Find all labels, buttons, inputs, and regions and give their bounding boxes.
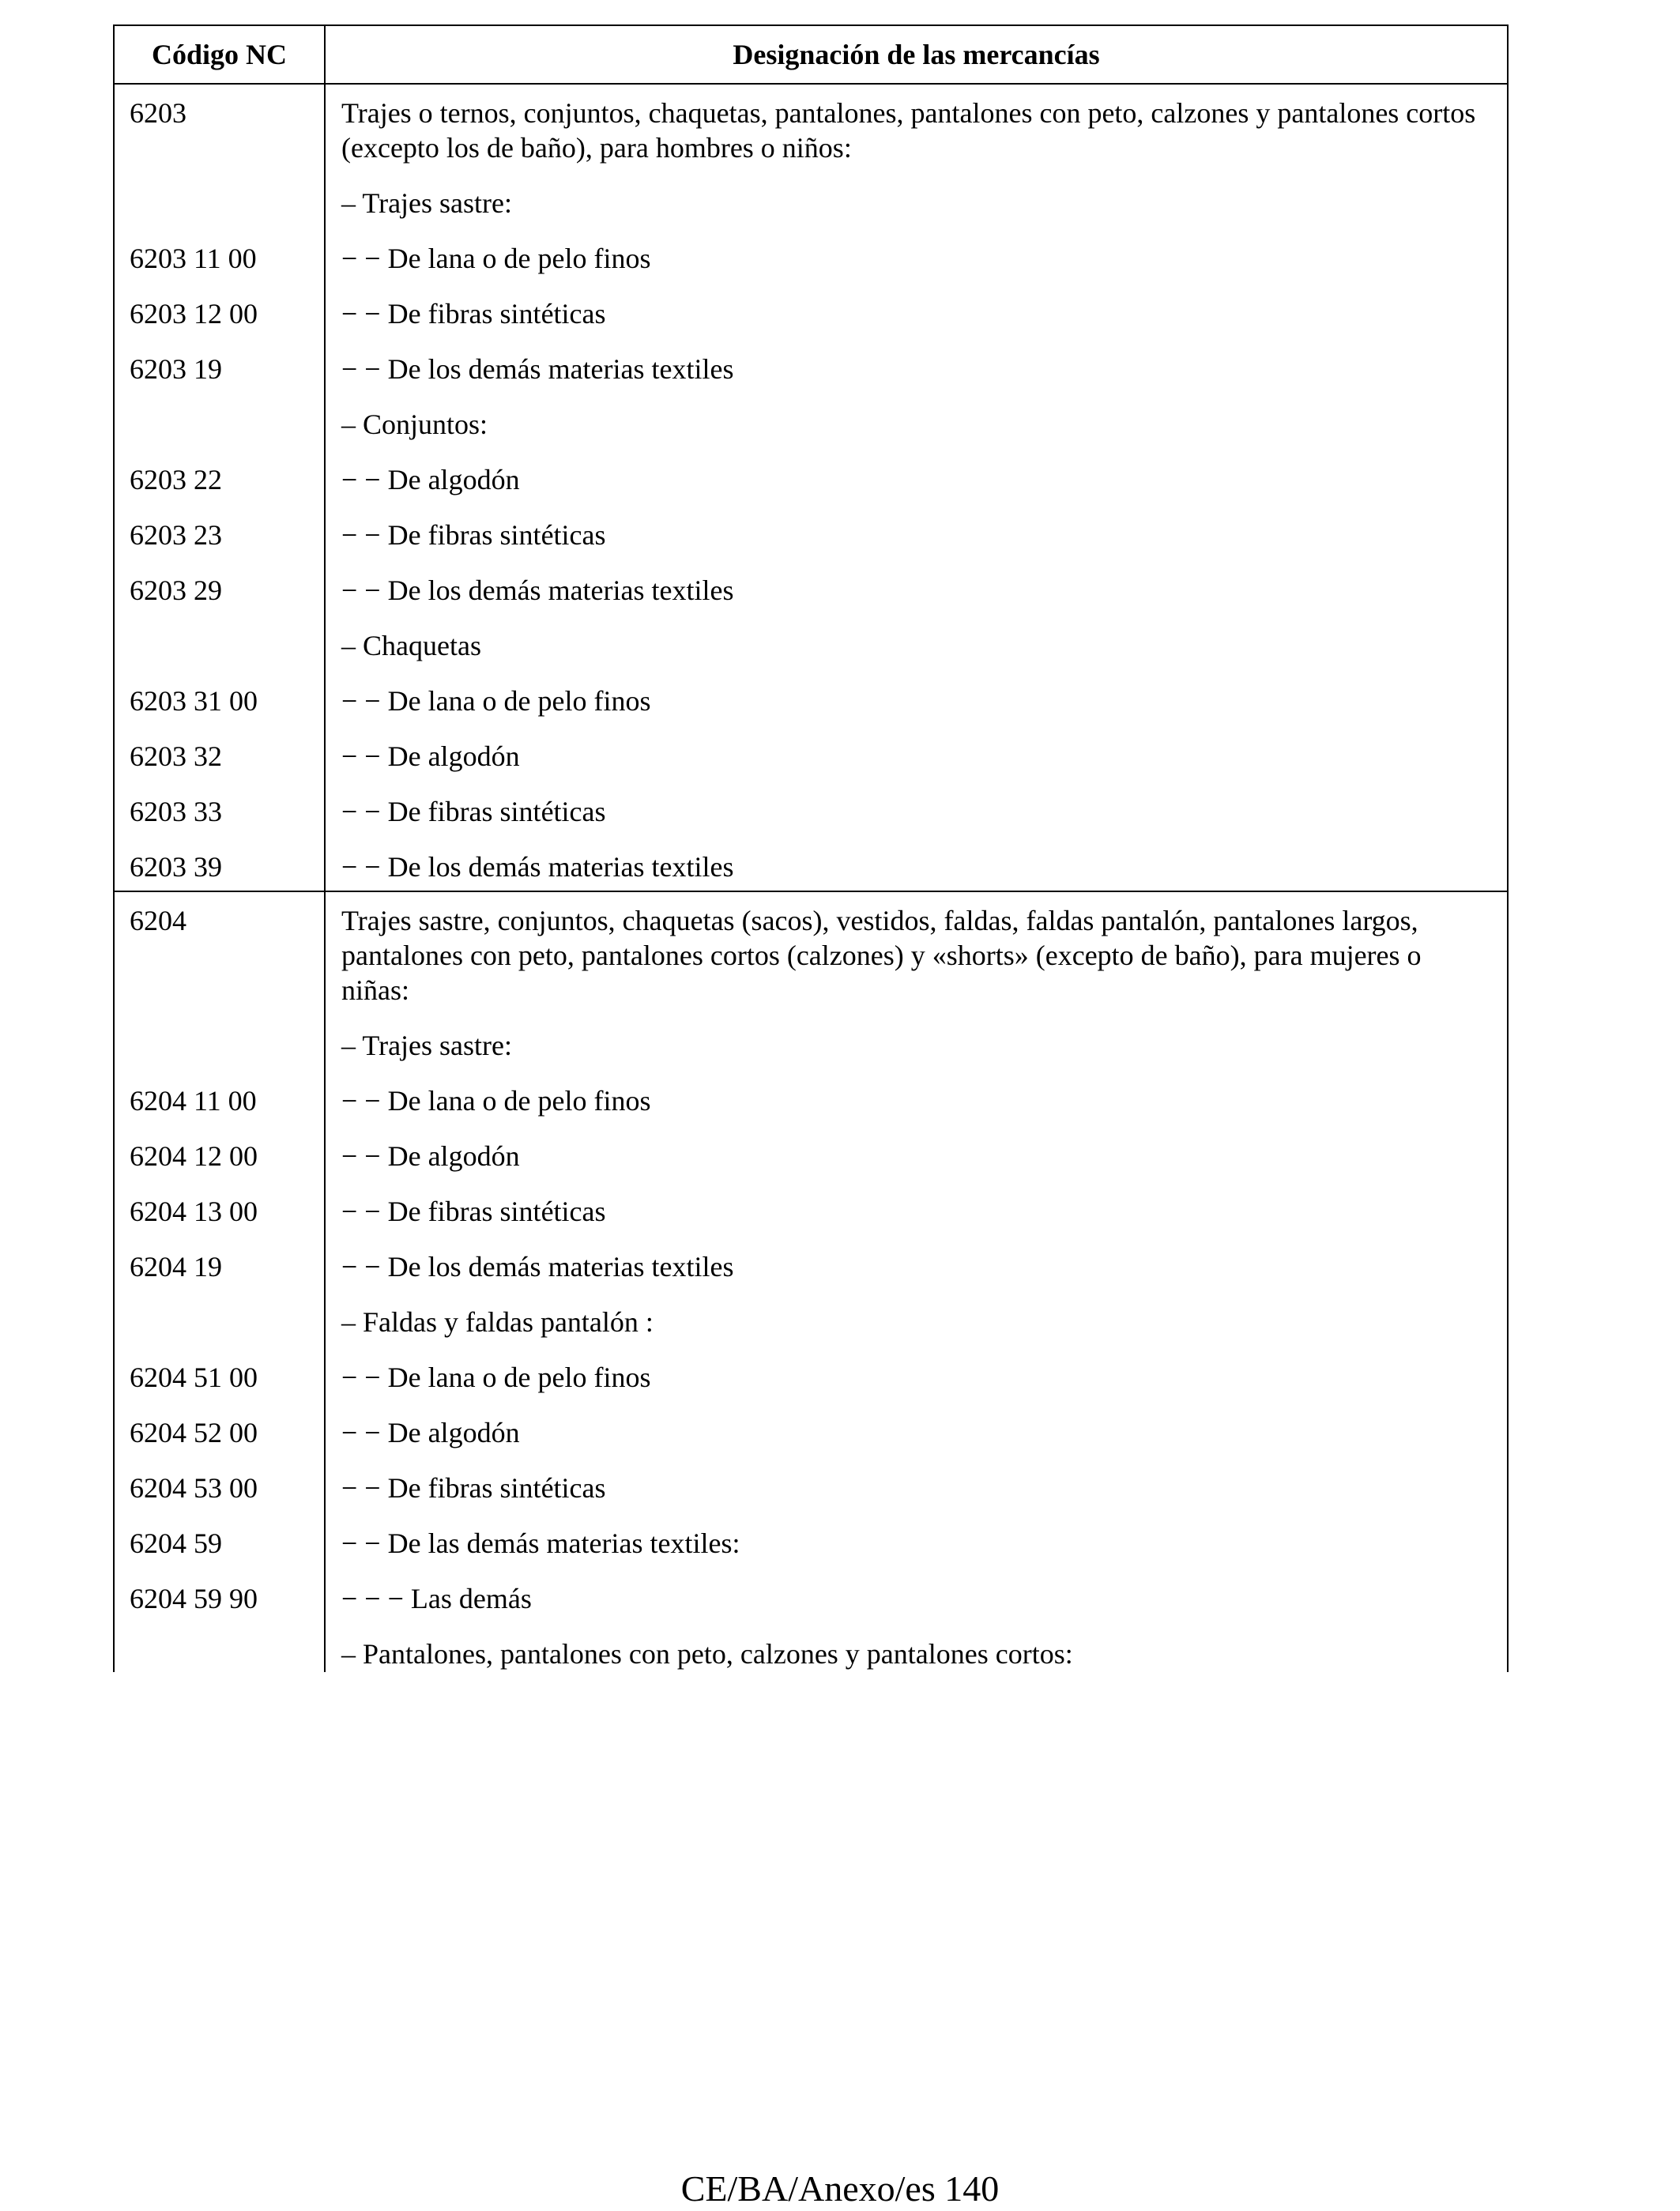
- nc-code-cell: 6204: [114, 891, 325, 1008]
- description-cell: − − De lana o de pelo finos: [325, 221, 1508, 277]
- nc-code-cell: [114, 1285, 325, 1340]
- table-row: [114, 332, 1508, 387]
- table-row: [114, 84, 1508, 166]
- description-cell: − − De las demás materias textiles:: [325, 1506, 1508, 1561]
- description-cell: − − De lana o de pelo finos: [325, 664, 1508, 719]
- description-cell: − − De fibras sintéticas: [325, 1451, 1508, 1506]
- description-cell: − − De lana o de pelo finos: [325, 1064, 1508, 1119]
- table-row: [114, 443, 1508, 498]
- nc-code-cell: 6204 59: [114, 1506, 325, 1561]
- nc-code-cell: 6204 52 00: [114, 1396, 325, 1451]
- description-cell: − − De los demás materias textiles: [325, 830, 1508, 891]
- table-row: [114, 1396, 1508, 1451]
- description-cell: Trajes o ternos, conjuntos, chaquetas, pantalones, pantalones con peto, calzones y pantalones cortos (excepto los de baño), para hombres o niños:: [325, 84, 1508, 166]
- table-row: [114, 830, 1508, 891]
- nc-code-cell: 6203 32: [114, 719, 325, 774]
- description-cell: Trajes sastre, conjuntos, chaquetas (sacos), vestidos, faldas, faldas pantalón, pantalones largos, pantalones con peto, pantalones cortos (calzones) y «shorts» (excepto de baño), para mujeres o niñas:: [325, 891, 1508, 1008]
- table-row: [114, 1506, 1508, 1561]
- description-cell: – Trajes sastre:: [325, 1008, 1508, 1064]
- table-row: [114, 1340, 1508, 1396]
- description-cell: – Trajes sastre:: [325, 166, 1508, 221]
- nc-code-cell: 6204 53 00: [114, 1451, 325, 1506]
- nc-code-cell: 6203 23: [114, 498, 325, 553]
- nc-code-cell: 6203: [114, 84, 325, 166]
- nc-code-cell: 6203 11 00: [114, 221, 325, 277]
- description-cell: – Pantalones, pantalones con peto, calzones y pantalones cortos:: [325, 1617, 1508, 1672]
- table-row: [114, 1230, 1508, 1285]
- nc-code-cell: 6203 31 00: [114, 664, 325, 719]
- table-header: [114, 25, 1508, 84]
- table-row: [114, 387, 1508, 443]
- nc-code-cell: 6203 33: [114, 774, 325, 830]
- description-cell: − − De fibras sintéticas: [325, 1174, 1508, 1230]
- header-code: Código NC: [114, 25, 325, 84]
- description-cell: – Chaquetas: [325, 608, 1508, 664]
- description-cell: − − De los demás materias textiles: [325, 1230, 1508, 1285]
- table-row: [114, 553, 1508, 608]
- table-row: [114, 221, 1508, 277]
- table-row: [114, 1064, 1508, 1119]
- description-cell: − − De algodón: [325, 443, 1508, 498]
- table-row: [114, 1561, 1508, 1617]
- description-cell: − − De fibras sintéticas: [325, 277, 1508, 332]
- table-row: [114, 891, 1508, 1008]
- description-cell: − − De algodón: [325, 1396, 1508, 1451]
- nc-code-cell: 6203 19: [114, 332, 325, 387]
- table-row: [114, 1451, 1508, 1506]
- header-description: Designación de las mercancías: [325, 25, 1508, 84]
- description-cell: − − De los demás materias textiles: [325, 332, 1508, 387]
- table-row: [114, 1008, 1508, 1064]
- description-cell: – Conjuntos:: [325, 387, 1508, 443]
- nc-code-cell: 6203 29: [114, 553, 325, 608]
- table-row: [114, 719, 1508, 774]
- description-cell: − − De algodón: [325, 1119, 1508, 1174]
- table-row: [114, 166, 1508, 221]
- nc-code-cell: 6203 39: [114, 830, 325, 891]
- table-row: [114, 608, 1508, 664]
- table-row: [114, 1285, 1508, 1340]
- description-cell: − − De lana o de pelo finos: [325, 1340, 1508, 1396]
- description-cell: − − De algodón: [325, 719, 1508, 774]
- table-row: [114, 664, 1508, 719]
- description-cell: – Faldas y faldas pantalón :: [325, 1285, 1508, 1340]
- table-row: [114, 498, 1508, 553]
- nc-code-cell: 6204 51 00: [114, 1340, 325, 1396]
- nc-code-cell: [114, 166, 325, 221]
- nc-code-cell: [114, 387, 325, 443]
- table-row: [114, 1174, 1508, 1230]
- description-cell: − − − Las demás: [325, 1561, 1508, 1617]
- nc-code-cell: [114, 608, 325, 664]
- table-row: [114, 774, 1508, 830]
- nc-code-cell: 6204 13 00: [114, 1174, 325, 1230]
- table-body: [114, 84, 1508, 1672]
- nc-code-table: [113, 24, 1509, 1672]
- nc-code-cell: [114, 1008, 325, 1064]
- nc-code-cell: 6203 22: [114, 443, 325, 498]
- table-row: [114, 277, 1508, 332]
- page-footer-reference: CE/BA/Anexo/es 140: [680, 2168, 1000, 2209]
- table-row: [114, 1617, 1508, 1672]
- nc-code-cell: 6204 19: [114, 1230, 325, 1285]
- nc-code-cell: 6204 59 90: [114, 1561, 325, 1617]
- nc-code-cell: 6204 12 00: [114, 1119, 325, 1174]
- table-row: [114, 1119, 1508, 1174]
- description-cell: − − De fibras sintéticas: [325, 774, 1508, 830]
- description-cell: − − De fibras sintéticas: [325, 498, 1508, 553]
- nc-code-cell: 6203 12 00: [114, 277, 325, 332]
- nc-code-cell: [114, 1617, 325, 1672]
- description-cell: − − De los demás materias textiles: [325, 553, 1508, 608]
- header-row: [114, 25, 1508, 84]
- nc-code-cell: 6204 11 00: [114, 1064, 325, 1119]
